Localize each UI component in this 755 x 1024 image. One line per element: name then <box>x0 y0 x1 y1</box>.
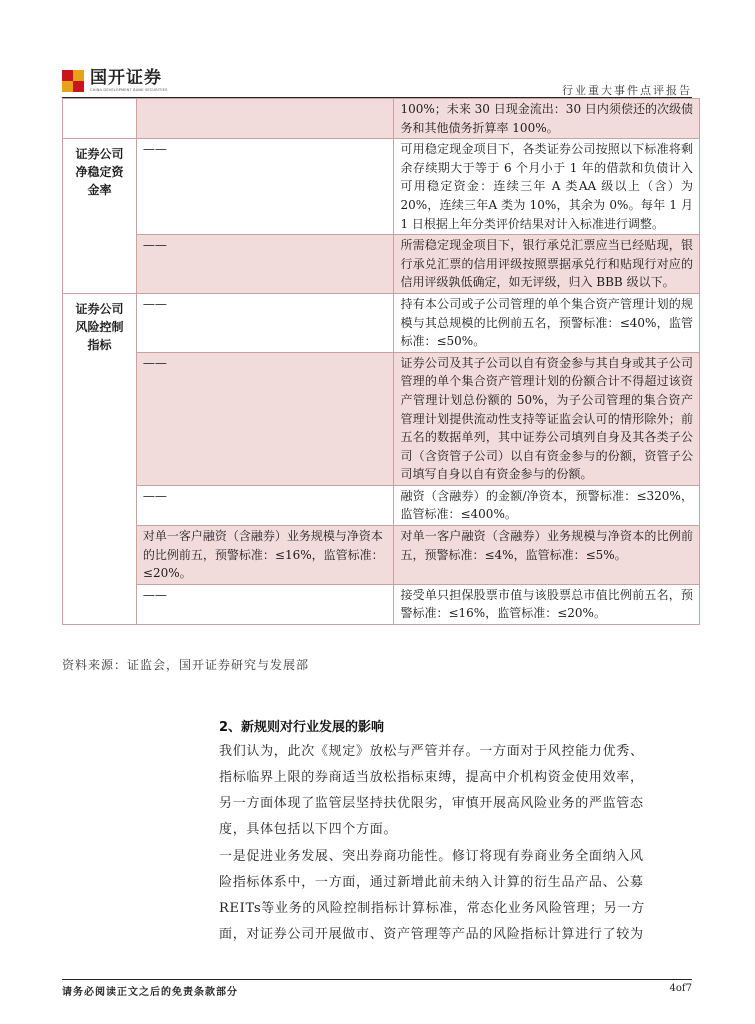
brand-mark-icon <box>62 70 84 92</box>
table-cell-old: —— <box>136 139 394 235</box>
table-cell-category: 证券公司净稳定资金率 <box>63 139 137 294</box>
table-row <box>63 485 700 525</box>
table-cell-old: —— <box>136 235 394 294</box>
table-cell-new: 持有本公司或子公司管理的单个集合资产管理计划的规模与其总规模的比例前五名，预警标准：≤40%，监管标准：≤50%。 <box>394 293 700 352</box>
rules-comparison-table <box>62 98 700 625</box>
paragraph-line: 面，对证券公司开展做市、资产管理等产品的风险指标计算进行了较为 <box>219 927 644 942</box>
table-cell-new: 对单一客户融资（含融券）业务规模与净资本的比例前五，预警标准：≤4%，监管标准：≤5%。 <box>394 526 700 585</box>
section-heading: 2、新规则对行业发展的影响 <box>219 720 385 735</box>
table-cell-old: —— <box>136 293 394 352</box>
paragraph-line: 我们认为，此次《规定》放松与严管并存。一方面对于风控能力优秀、 <box>219 744 644 759</box>
table-cell-new: 证券公司及其子公司以自有资金参与其自身或其子公司管理的单个集合资产管理计划的份额合计不得超过该资产管理计划总份额的 50%，为子公司管理的集合资产管理计划提供流动性支持等证监会认可的情形除外；前五名的数据单列，其中证券公司填列自身及其各类子公司（含资管子公司）以自有资金参与的份额，资管子公司填写自身以自有资金参与的份额。 <box>394 352 700 485</box>
paragraph-line: 一是促进业务发展、突出券商功能性。修订将现有券商业务全面纳入风 <box>219 849 644 864</box>
table-row <box>63 293 700 352</box>
brand-name-en: CHINA DEVELOPMENT BANK SECURITIES <box>90 88 168 92</box>
table-row <box>63 235 700 294</box>
footer-divider <box>62 979 692 980</box>
table-cell-new: 100%；未来 30 日现金流出：30 日内须偿还的次级债务和其他债务折算率 100%。 <box>394 99 700 139</box>
paragraph-1 <box>219 739 695 843</box>
table-cell-old: —— <box>136 584 394 624</box>
table-cell-new: 所需稳定现金项目下，银行承兑汇票应当已经贴现，银行承兑汇票的信用评级按照票据承兑行和贴现行对应的信用评级孰低确定，如无评级，归入 BBB 级以下。 <box>394 235 700 294</box>
table-cell-old: —— <box>136 485 394 525</box>
paragraph-line: 度，具体包括以下四个方面。 <box>219 822 398 837</box>
table-cell-new: 接受单只担保股票市值与该股票总市值比例前五名，预警标准：≤16%，监管标准：≤20%。 <box>394 584 700 624</box>
table-cell-old: 对单一客户融资（含融券）业务规模与净资本的比例前五，预警标准：≤16%，监管标准：≤20%。 <box>136 526 394 585</box>
paragraph-line: REITs等业务的风险控制指标计算标准，常态化业务风险管理；另一方 <box>219 901 645 916</box>
table-cell-category: 证券公司风险控制指标 <box>63 293 137 624</box>
table-cell-old <box>136 99 394 139</box>
brand-logo <box>62 68 167 98</box>
paragraph-line: 险指标体系中，一方面，通过新增此前未纳入计算的衍生品产品、公募 <box>219 875 644 890</box>
report-type: 行业重大事件点评报告 <box>562 84 692 97</box>
table-cell-old: —— <box>136 352 394 485</box>
table-row <box>63 584 700 624</box>
table-row <box>63 526 700 585</box>
paragraph-line: 指标临界上限的券商适当放松指标束缚，提高中介机构资金使用效率， <box>219 770 644 785</box>
table-cell-new: 融资（含融券）的金额/净资本，预警标准：≤320%，监管标准：≤400%。 <box>394 485 700 525</box>
paragraph-2 <box>219 844 695 948</box>
table-cell-category <box>63 99 137 139</box>
table-source: 资料来源：证监会，国开证券研究与发展部 <box>62 658 310 672</box>
table-row <box>63 352 700 485</box>
footer-disclaimer: 请务必阅读正文之后的免责条款部分 <box>62 987 238 998</box>
table-row <box>63 99 700 139</box>
table-row <box>63 139 700 235</box>
brand-name: 国开证券 <box>90 68 162 88</box>
page-number: 4of7 <box>669 983 692 994</box>
table-cell-new: 可用稳定现金项目下，各类证券公司按照以下标准将剩余存续期大于等于 6 个月小于 1 年的借款和负债计入可用稳定资金：连续三年 A 类AA 级以上（含）为 20%，连续三年A 类为 10%，其余为 0%。每年 1 月 1 日根据上年分类评价结果对计入标准进行调整。 <box>394 139 700 235</box>
paragraph-line: 另一方面体现了监管层坚持扶优限劣，审慎开展高风险业务的严监管态 <box>219 796 644 811</box>
